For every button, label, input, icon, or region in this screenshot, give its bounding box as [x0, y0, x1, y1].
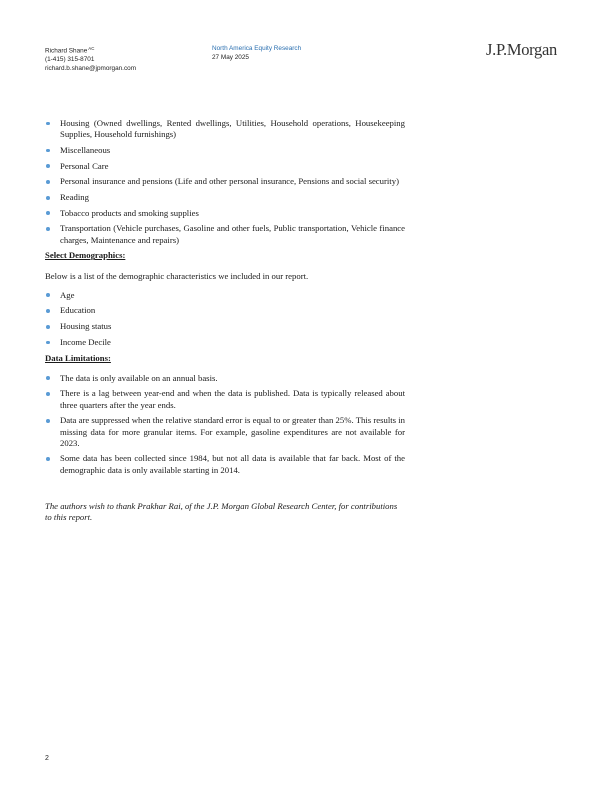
bullet-icon [46, 149, 50, 153]
bullet-icon [46, 227, 50, 231]
demographics-list [45, 290, 405, 348]
bullet-icon [46, 196, 50, 200]
report-info [212, 45, 412, 62]
list-item: Personal insurance and pensions (Life and other personal insurance, Pensions and social security) [45, 176, 405, 187]
bullet-icon [46, 211, 50, 215]
bullet-icon [46, 392, 50, 396]
acknowledgement: The authors wish to thank Prakhar Rai, of the J.P. Morgan Global Research Center, for contributions to this report. [45, 500, 398, 523]
list-item: Reading [45, 192, 405, 203]
bullet-icon [46, 293, 50, 297]
report-date: 27 May 2025 [212, 53, 249, 61]
page-content [45, 118, 405, 533]
bullet-icon [46, 164, 50, 168]
author-block [45, 45, 205, 73]
list-item: The data is only available on an annual basis. [45, 373, 405, 384]
bullet-icon [46, 457, 50, 461]
list-item: Education [45, 305, 405, 316]
list-item: Personal Care [45, 161, 405, 172]
bullet-icon [46, 122, 50, 126]
author-email[interactable]: richard.b.shane@jpmorgan.com [45, 64, 137, 72]
list-item: Housing (Owned dwellings, Rented dwellings, Utilities, Household operations, Housekeeping Supplies, Household furnishings) [45, 118, 405, 140]
limitations-heading: Data Limitations: [45, 352, 111, 363]
author-suffix: AC [88, 46, 95, 51]
limitations-list [45, 373, 405, 476]
list-item: There is a lag between year-end and when the data is published. Data is typically released about three quarters after the year ends. [45, 388, 405, 410]
page-number: 2 [45, 755, 49, 762]
research-section: North America Equity Research [212, 45, 302, 52]
jpmorgan-logo: J.P.Morgan [486, 40, 557, 59]
category-list [45, 118, 405, 246]
author-name: Richard Shane [45, 47, 88, 55]
bullet-icon [46, 180, 50, 184]
list-item: Tobacco products and smoking supplies [45, 208, 405, 219]
bullet-icon [46, 376, 50, 380]
list-item: Transportation (Vehicle purchases, Gasoline and other fuels, Public transportation, Vehicle finance charges, Maintenance and repairs) [45, 223, 405, 245]
list-item: Housing status [45, 321, 405, 332]
list-item: Age [45, 290, 405, 301]
bullet-icon [46, 419, 50, 423]
list-item: Some data has been collected since 1984, but not all data is available that far back. Most of the demographic data is only available starting in 2014. [45, 453, 405, 475]
list-item: Income Decile [45, 337, 405, 348]
bullet-icon [46, 325, 50, 329]
list-item: Miscellaneous [45, 145, 405, 156]
demographics-intro: Below is a list of the demographic characteristics we included in our report. [45, 270, 309, 281]
list-item: Data are suppressed when the relative standard error is equal to or greater than 25%. This results in missing data for more granular items. For example, gasoline expenditures are not available for 2023. [45, 415, 405, 449]
bullet-icon [46, 309, 50, 313]
demographics-heading: Select Demographics: [45, 250, 126, 261]
author-phone: (1-415) 315-8701 [45, 56, 95, 64]
bullet-icon [46, 341, 50, 345]
